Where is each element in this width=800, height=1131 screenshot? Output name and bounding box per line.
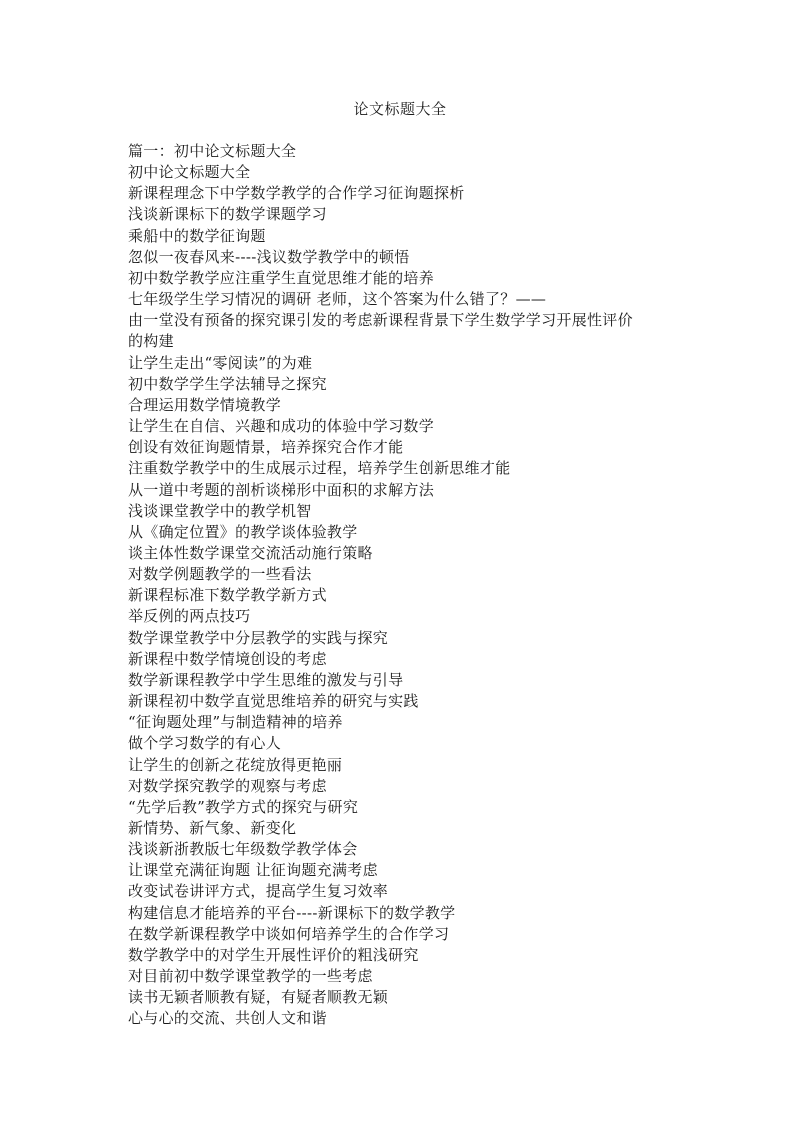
title-list-item: 的构建 [128,332,174,351]
title-list-item: 做个学习数学的有心人 [128,734,282,753]
title-list-item: 谈主体性数学课堂交流活动施行策略 [128,543,373,562]
title-list-item: 从《确定位置》的教学谈体验教学 [128,522,358,541]
title-list-item: 数学新课程教学中学生思维的激发与引导 [128,670,404,689]
title-list-item: 初中论文标题大全 [128,163,251,182]
title-list-item: 忽似一夜春风来----浅议数学教学中的顿悟 [128,247,410,266]
title-list-item: 浅谈新浙教版七年级数学教学体会 [128,840,358,859]
title-list-item: 浅谈新课标下的数学课题学习 [128,205,327,224]
title-list-item: 数学课堂教学中分层教学的实践与探究 [128,628,389,647]
title-list-item: 新课程理念下中学数学教学的合作学习征询题探析 [128,184,465,203]
title-list-item: 初中数学学生学法辅导之探究 [128,374,327,393]
title-list-item: “征询题处理”与制造精神的培养 [128,713,343,732]
title-list-item: 改变试卷讲评方式，提高学生复习效率 [128,882,389,901]
title-list-item: 构建信息才能培养的平台----新课标下的数学教学 [128,903,456,922]
title-list-item: 注重数学教学中的生成展示过程，培养学生创新思维才能 [128,459,511,478]
title-list-item: 对目前初中数学课堂教学的一些考虑 [128,967,373,986]
title-list-item: 新情势、新气象、新变化 [128,819,297,837]
title-list-item: 创设有效征询题情景，培养探究合作才能 [128,438,404,457]
title-list-item: 七年级学生学习情况的调研 老师，这个答案为什么错了？—— [128,290,547,309]
title-list-item: 让课堂充满征询题 让征询题充满考虑 [128,861,378,880]
title-list-item: 新课程标准下数学教学新方式 [128,586,327,605]
document-body [128,141,688,1030]
title-list-item: 新课程中数学情境创设的考虑 [128,649,327,668]
document-title: 论文标题大全 [353,100,447,118]
title-list-item: 心与心的交流、共创人文和谐 [128,1009,327,1028]
title-list-item: 读书无颖者顺教有疑，有疑者顺教无颖 [128,988,389,1007]
title-list-item: 对数学例题教学的一些看法 [128,565,312,584]
section-heading: 篇一：初中论文标题大全 [128,142,297,160]
title-list-item: 合理运用数学情境教学 [128,395,282,414]
title-list-item: 新课程初中数学直觉思维培养的研究与实践 [128,692,419,711]
title-list-item: 浅谈课堂教学中的教学机智 [128,501,312,520]
title-list-item: 由一堂没有预备的探究课引发的考虑新课程背景下学生数学学习开展性评价 [128,311,633,330]
title-list-item: 举反例的两点技巧 [128,607,251,626]
title-list-item: “先学后教”教学方式的探究与研究 [128,797,359,816]
title-list-item: 从一道中考题的剖析谈梯形中面积的求解方法 [128,480,435,499]
title-list-item: 在数学新课程教学中谈如何培养学生的合作学习 [128,924,450,943]
title-list-item: 数学教学中的对学生开展性评价的粗浅研究 [128,945,419,964]
title-list-item: 初中数学教学应注重学生直觉思维才能的培养 [128,268,435,287]
title-list-item: 乘船中的数学征询题 [128,226,266,245]
title-list-item: 对数学探究教学的观察与考虑 [128,776,327,795]
title-list-item: 让学生的创新之花绽放得更艳丽 [128,755,343,774]
title-list-item: 让学生在自信、兴趣和成功的体验中学习数学 [128,417,435,436]
title-list-item: 让学生走出“零阅读”的为难 [128,353,313,372]
